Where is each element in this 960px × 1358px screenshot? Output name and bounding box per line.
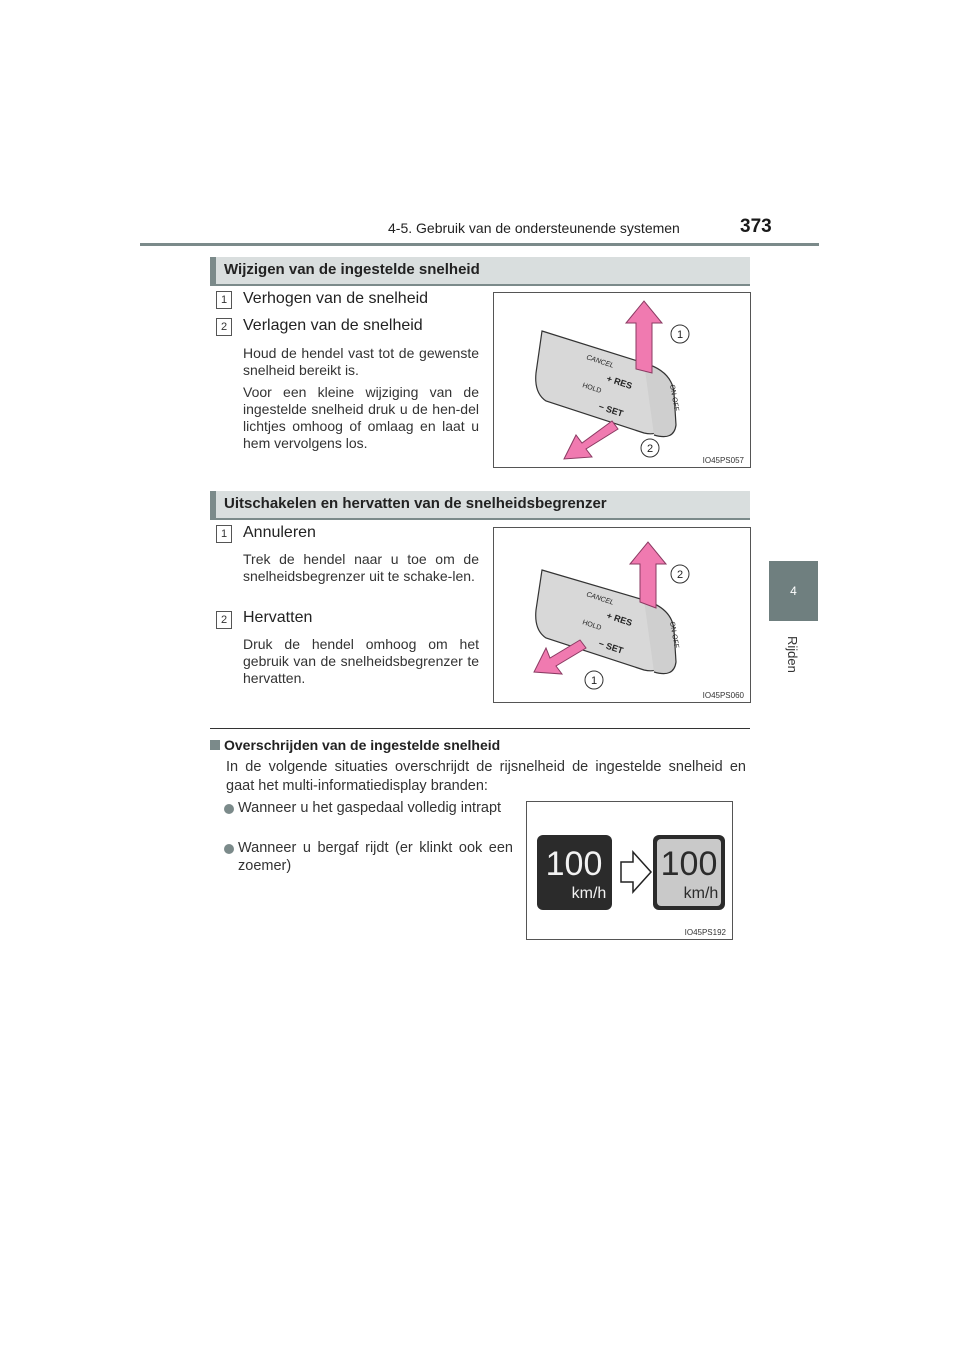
bullet-item: Wanneer u het gaspedaal volledig intrapt bbox=[238, 800, 502, 816]
note-intro: In de volgende situaties overschrijdt de rijsnelheid de ingestelde snelheid en gaat het multi-informatiedisplay branden: bbox=[226, 759, 746, 794]
bullet-dot-icon bbox=[224, 844, 234, 854]
lever-label-cancel: CANCEL bbox=[585, 354, 615, 370]
body-paragraph: Voor een kleine wijziging van de ingestelde snelheid druk u de hen-del lichtjes omhoog of omlaag en laat u hem vervolgens los. bbox=[243, 384, 479, 451]
figure-code: IO45PS060 bbox=[702, 691, 744, 700]
figure-code: IO45PS192 bbox=[684, 928, 726, 937]
section-heading-text: Wijzigen van de ingestelde snelheid bbox=[224, 261, 480, 278]
page-number: 373 bbox=[740, 216, 772, 237]
body-paragraph: Trek de hendel naar u toe om de snelheidsbegrenzer uit te schake-len. bbox=[243, 551, 479, 584]
item-number: 2 bbox=[216, 318, 232, 336]
item-number: 1 bbox=[216, 291, 232, 309]
lever-illustration-svg bbox=[494, 528, 750, 702]
lever-label-cancel: CANCEL bbox=[585, 591, 615, 607]
arrow-right-icon bbox=[621, 852, 651, 892]
item-title: Annuleren bbox=[243, 524, 316, 541]
lever-illustration-svg bbox=[494, 293, 750, 467]
bullet-dot-icon bbox=[224, 804, 234, 814]
lever-label-onoff: ON-OFF bbox=[668, 384, 680, 412]
lever-label-hold: HOLD bbox=[581, 382, 603, 395]
body-paragraph: Houd de hendel vast tot de gewenste snelheid bereikt is. bbox=[243, 345, 479, 378]
speed-unit: km/h bbox=[683, 885, 719, 902]
section-heading-text: Uitschakelen en hervatten van de snelheidsbegrenzer bbox=[224, 495, 607, 512]
speed-value: 100 bbox=[660, 845, 718, 883]
square-bullet-icon bbox=[210, 740, 220, 750]
speed-display-svg bbox=[527, 802, 732, 939]
note-title-text: Overschrijden van de ingestelde snelheid bbox=[224, 737, 501, 753]
callout-number: 1 bbox=[676, 329, 684, 341]
section-heading bbox=[210, 257, 750, 286]
lever-illustration bbox=[493, 527, 751, 703]
lever-label-hold: HOLD bbox=[581, 619, 603, 632]
section-heading bbox=[210, 491, 750, 520]
item-number: 1 bbox=[216, 525, 232, 543]
item-title: Verlagen van de snelheid bbox=[243, 317, 423, 334]
speed-display-illustration bbox=[526, 801, 733, 940]
chapter-name: Rijden bbox=[785, 636, 800, 673]
lever-illustration bbox=[493, 292, 751, 468]
section-divider bbox=[210, 728, 750, 729]
callout-number: 2 bbox=[676, 569, 684, 581]
bullet-item: Wanneer u bergaf rijdt (er klinkt ook een zoemer) bbox=[238, 840, 513, 874]
speed-value: 100 bbox=[545, 845, 603, 883]
chapter-label bbox=[772, 630, 816, 680]
lever-label-onoff: ON-OFF bbox=[668, 621, 680, 649]
lever-label-set: − SET bbox=[597, 401, 625, 419]
item-number: 2 bbox=[216, 611, 232, 629]
item-title: Hervatten bbox=[243, 609, 313, 626]
header-rule bbox=[140, 243, 819, 246]
callout-number: 1 bbox=[590, 675, 598, 687]
chapter-tab: 4 bbox=[769, 561, 818, 621]
note-title bbox=[210, 737, 500, 753]
heading-bar bbox=[210, 257, 216, 284]
heading-bar bbox=[210, 491, 216, 518]
arrow-down-icon bbox=[564, 421, 618, 459]
lever-label-set: − SET bbox=[597, 638, 625, 656]
callout-number: 2 bbox=[646, 443, 654, 455]
figure-code: IO45PS057 bbox=[702, 456, 744, 465]
lever-label-res: + RES bbox=[605, 373, 634, 392]
speed-unit: km/h bbox=[571, 885, 607, 902]
body-paragraph: Druk de hendel omhoog om het gebruik van de snelheidsbegrenzer te hervatten. bbox=[243, 636, 479, 686]
lever-label-res: + RES bbox=[605, 610, 634, 629]
item-title: Verhogen van de snelheid bbox=[243, 290, 429, 307]
arrow-pull-icon bbox=[534, 640, 586, 674]
running-header: 4-5. Gebruik van de ondersteunende systemen bbox=[388, 220, 680, 236]
